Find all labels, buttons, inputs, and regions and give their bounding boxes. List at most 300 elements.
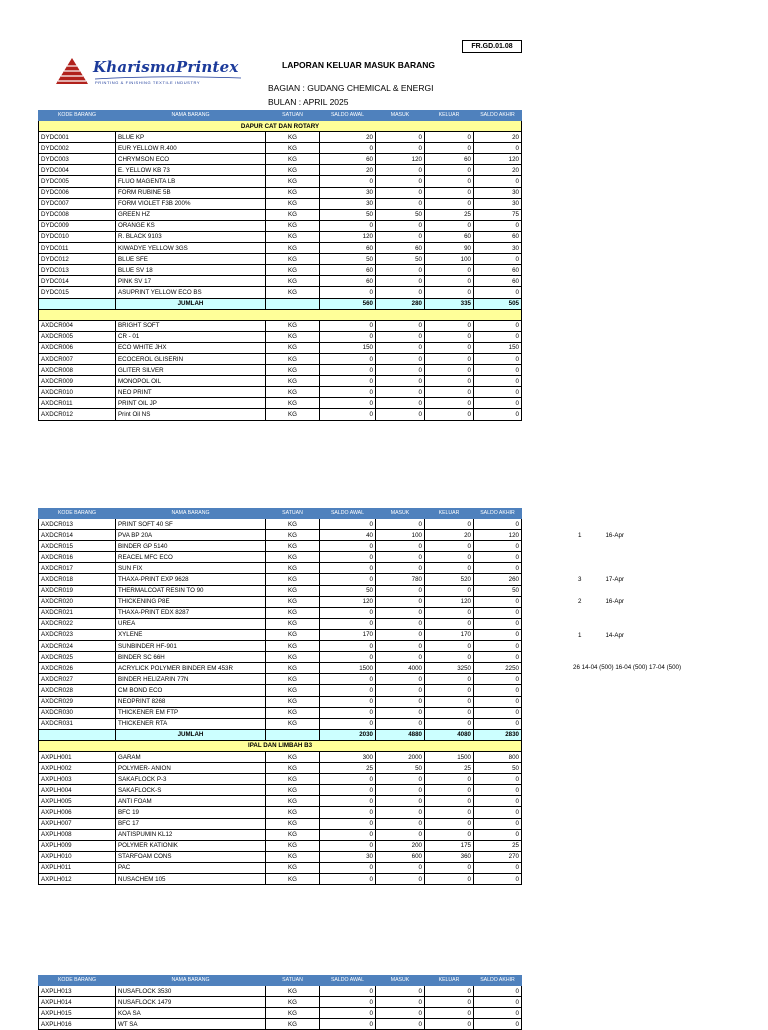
- table-cell: 0: [320, 365, 376, 376]
- table-row: [39, 132, 522, 143]
- table-cell: KG: [266, 696, 320, 707]
- table-cell: AXPLH001: [39, 751, 116, 762]
- table-row: [39, 365, 522, 376]
- table-row: [39, 398, 522, 409]
- table-cell: 0: [474, 774, 522, 785]
- table-cell: ECO WHITE JHX: [116, 342, 266, 353]
- table-cell: AXPLH006: [39, 807, 116, 818]
- table-cell: AXPLH002: [39, 763, 116, 774]
- table-row: [39, 409, 522, 420]
- table-cell: 0: [376, 829, 425, 840]
- table-row: [39, 254, 522, 265]
- table-row: [39, 751, 522, 762]
- table-cell: 60: [425, 154, 474, 165]
- table-cell: 0: [320, 829, 376, 840]
- table-row: [39, 840, 522, 851]
- table-cell: 0: [376, 353, 425, 364]
- table-cell: 3250: [425, 663, 474, 674]
- table-cell: 0: [376, 387, 425, 398]
- table-cell: KG: [266, 387, 320, 398]
- table-cell: 0: [376, 629, 425, 640]
- table-cell: 0: [376, 187, 425, 198]
- table-cell: AXDCR029: [39, 696, 116, 707]
- table-cell: PRINT OIL JP: [116, 398, 266, 409]
- column-header: NAMA BARANG: [116, 111, 266, 121]
- table-cell: THICKENER EM FTP: [116, 707, 266, 718]
- table-cell: 0: [425, 685, 474, 696]
- table-cell: AXDCR017: [39, 563, 116, 574]
- table-cell: 25: [474, 840, 522, 851]
- column-header: KODE BARANG: [39, 509, 116, 519]
- column-header: SALDO AKHIR: [474, 111, 522, 121]
- table-cell: 50: [474, 763, 522, 774]
- table-cell: 0: [376, 862, 425, 873]
- table-cell: 0: [376, 796, 425, 807]
- column-header: SALDO AWAL: [320, 509, 376, 519]
- table-cell: 2000: [376, 751, 425, 762]
- table-cell: 0: [320, 618, 376, 629]
- table-cell: BINDER SC 66H: [116, 652, 266, 663]
- table-cell: 60: [320, 243, 376, 254]
- table-cell: NEO PRINT: [116, 387, 266, 398]
- table-cell: 0: [320, 607, 376, 618]
- table-cell: DYDC011: [39, 243, 116, 254]
- column-header: SATUAN: [266, 111, 320, 121]
- section-header-row: [39, 121, 522, 132]
- total-value: 4880: [376, 729, 425, 740]
- table-cell: AXPLH008: [39, 829, 116, 840]
- table-cell: 0: [320, 398, 376, 409]
- table-cell: 0: [474, 331, 522, 342]
- table-cell: 0: [376, 176, 425, 187]
- table-cell: 0: [474, 986, 522, 997]
- table-cell: AXDCR018: [39, 574, 116, 585]
- table-cell: 0: [320, 840, 376, 851]
- total-value: 505: [474, 298, 522, 309]
- table-cell: 0: [376, 618, 425, 629]
- table-cell: 2250: [474, 663, 522, 674]
- table-cell: 0: [425, 387, 474, 398]
- table-cell: SAKAFLOCK-S: [116, 785, 266, 796]
- table-row: [39, 796, 522, 807]
- table-cell: 20: [474, 132, 522, 143]
- section-title: IPAL DAN LIMBAH B3: [39, 740, 522, 751]
- logo-tagline: PRINTING & FINISHING TEXTILE INDUSTRY: [95, 80, 201, 85]
- table-cell: AXDCR008: [39, 365, 116, 376]
- table-cell: KG: [266, 997, 320, 1008]
- table-cell: CHRYMSON ECO: [116, 154, 266, 165]
- logo-wordmark: KharismaPrintex: [93, 58, 239, 76]
- table-row: [39, 243, 522, 254]
- table-cell: AXDCR026: [39, 663, 116, 674]
- table-cell: 600: [376, 851, 425, 862]
- table-cell: 0: [425, 541, 474, 552]
- table-cell: 0: [474, 1008, 522, 1019]
- table-cell: 50: [376, 763, 425, 774]
- table-cell: KG: [266, 851, 320, 862]
- table-cell: POLYMER- ANION: [116, 763, 266, 774]
- table-cell: KG: [266, 618, 320, 629]
- table-row: [39, 209, 522, 220]
- table-cell: 0: [320, 387, 376, 398]
- table-cell: 0: [320, 376, 376, 387]
- table-cell: 60: [474, 265, 522, 276]
- table-cell: 150: [474, 342, 522, 353]
- table-cell: THAXA-PRINT EDX 8287: [116, 607, 266, 618]
- table-cell: 50: [376, 209, 425, 220]
- table-cell: 0: [425, 176, 474, 187]
- section-header-row: [39, 309, 522, 320]
- table-cell: 20: [425, 530, 474, 541]
- table-cell: 4000: [376, 663, 425, 674]
- table-cell: AXPLH007: [39, 818, 116, 829]
- table-cell: 25: [320, 763, 376, 774]
- total-label: JUMLAH: [116, 298, 266, 309]
- table-cell: 360: [425, 851, 474, 862]
- table-cell: 0: [474, 552, 522, 563]
- table-cell: BFC 17: [116, 818, 266, 829]
- table-cell: 520: [425, 574, 474, 585]
- table-row: [39, 530, 522, 541]
- table-row: [39, 862, 522, 873]
- pyramid-logo-icon: [55, 56, 89, 86]
- table-cell: 0: [320, 574, 376, 585]
- table-cell: AXDCR011: [39, 398, 116, 409]
- table-cell: AXPLH013: [39, 986, 116, 997]
- table-cell: AXDCR006: [39, 342, 116, 353]
- table-cell: 0: [425, 1019, 474, 1030]
- table-cell: KG: [266, 209, 320, 220]
- table-cell: CM BOND ECO: [116, 685, 266, 696]
- table-cell: 0: [376, 585, 425, 596]
- table-cell: THERMALCOAT RESIN TO 90: [116, 585, 266, 596]
- table-cell: 120: [425, 596, 474, 607]
- side-note: 1 14-Apr: [578, 632, 625, 639]
- table-cell: AXPLH014: [39, 997, 116, 1008]
- table-cell: 0: [376, 641, 425, 652]
- column-header: SATUAN: [266, 976, 320, 986]
- table-cell: KG: [266, 1019, 320, 1030]
- table-cell: KG: [266, 398, 320, 409]
- department-line: BAGIAN : GUDANG CHEMICAL & ENERGI: [268, 83, 434, 93]
- table-header-row: [39, 509, 522, 519]
- table-cell: KG: [266, 829, 320, 840]
- table-cell: DYDC004: [39, 165, 116, 176]
- table-cell: ANTI FOAM: [116, 796, 266, 807]
- table-cell: BFC 19: [116, 807, 266, 818]
- table-cell: 0: [425, 342, 474, 353]
- table-cell: 0: [474, 807, 522, 818]
- table-cell: 0: [320, 774, 376, 785]
- total-value: 2030: [320, 729, 376, 740]
- table-cell: 0: [425, 785, 474, 796]
- table-row: [39, 685, 522, 696]
- table-cell: 0: [376, 696, 425, 707]
- table-cell: 0: [376, 1008, 425, 1019]
- table-row: [39, 641, 522, 652]
- table-cell: 170: [425, 629, 474, 640]
- table-cell: 0: [474, 607, 522, 618]
- table-row: [39, 376, 522, 387]
- table-cell: PRINT SOFT 40 SF: [116, 519, 266, 530]
- table-row: [39, 165, 522, 176]
- table-cell: SAKAFLOCK P-3: [116, 774, 266, 785]
- table-cell: 0: [320, 807, 376, 818]
- table-cell: 0: [320, 220, 376, 231]
- table-row: [39, 663, 522, 674]
- table-cell: 0: [425, 774, 474, 785]
- table-cell: 0: [320, 785, 376, 796]
- table-row: [39, 1008, 522, 1019]
- table-cell: 0: [376, 265, 425, 276]
- table-cell: 0: [474, 596, 522, 607]
- table-cell: KG: [266, 763, 320, 774]
- table-cell: 0: [474, 541, 522, 552]
- table-cell: 0: [425, 132, 474, 143]
- table-cell: KG: [266, 187, 320, 198]
- table-cell: 0: [376, 874, 425, 885]
- table-cell: 0: [376, 409, 425, 420]
- table-row: [39, 763, 522, 774]
- table-cell: AXDCR007: [39, 353, 116, 364]
- table-cell: 0: [425, 618, 474, 629]
- table-cell: 0: [320, 818, 376, 829]
- table-cell: AXDCR021: [39, 607, 116, 618]
- table-cell: 0: [425, 997, 474, 1008]
- table-cell: 0: [320, 674, 376, 685]
- table-cell: FORM RUBINE 5B: [116, 187, 266, 198]
- table-cell: KG: [266, 287, 320, 298]
- table-cell: KG: [266, 685, 320, 696]
- column-header: SALDO AKHIR: [474, 509, 522, 519]
- table-cell: 0: [474, 365, 522, 376]
- table-cell: 50: [320, 209, 376, 220]
- table-cell: 0: [425, 807, 474, 818]
- table-cell: KG: [266, 165, 320, 176]
- table-row: [39, 176, 522, 187]
- total-row: [39, 729, 522, 740]
- table-cell: 0: [376, 807, 425, 818]
- table-cell: 0: [376, 674, 425, 685]
- table-cell: NUSACHEM 105: [116, 874, 266, 885]
- table-cell: 0: [376, 519, 425, 530]
- table-cell: 0: [376, 707, 425, 718]
- table-cell: THICKENING P8E: [116, 596, 266, 607]
- table-cell: AXDCR024: [39, 641, 116, 652]
- table-cell: KG: [266, 276, 320, 287]
- table-cell: DYDC008: [39, 209, 116, 220]
- table-cell: DYDC010: [39, 231, 116, 242]
- table-cell: 0: [425, 165, 474, 176]
- table-cell: DYDC006: [39, 187, 116, 198]
- table-cell: KG: [266, 231, 320, 242]
- table-cell: AXDCR014: [39, 530, 116, 541]
- table-cell: ECOCEROL GLISERIN: [116, 353, 266, 364]
- table-cell: AXDCR019: [39, 585, 116, 596]
- table-cell: SUNBINDER HF-901: [116, 641, 266, 652]
- table-cell: KG: [266, 629, 320, 640]
- table-cell: 0: [376, 220, 425, 231]
- table-cell: KG: [266, 198, 320, 209]
- table-cell: DYDC005: [39, 176, 116, 187]
- table-cell: KG: [266, 807, 320, 818]
- table-cell: 120: [320, 231, 376, 242]
- table-cell: XYLENE: [116, 629, 266, 640]
- table-cell: POLYMER KATIONIK: [116, 840, 266, 851]
- table-cell: 0: [425, 986, 474, 997]
- table-cell: KG: [266, 596, 320, 607]
- table-cell: 0: [425, 320, 474, 331]
- table-row: [39, 629, 522, 640]
- table-cell: 1500: [425, 751, 474, 762]
- month-line: BULAN : APRIL 2025: [268, 97, 349, 107]
- table-cell: AXDCR027: [39, 674, 116, 685]
- table-cell: KG: [266, 718, 320, 729]
- table-row: [39, 596, 522, 607]
- table-cell: 0: [376, 398, 425, 409]
- table-cell: ORANGE KS: [116, 220, 266, 231]
- table-row: [39, 387, 522, 398]
- total-blank-cell: [39, 729, 116, 740]
- table-cell: FORM VIOLET F3B 200%: [116, 198, 266, 209]
- table-cell: 0: [320, 1019, 376, 1030]
- total-blank-cell: [266, 298, 320, 309]
- table-cell: BINDER GP 5140: [116, 541, 266, 552]
- table-cell: KG: [266, 818, 320, 829]
- table-cell: GARAM: [116, 751, 266, 762]
- table-cell: 0: [425, 265, 474, 276]
- table-cell: AXDCR016: [39, 552, 116, 563]
- table-row: [39, 785, 522, 796]
- table-cell: 0: [376, 552, 425, 563]
- table-cell: 0: [474, 176, 522, 187]
- table-cell: AXPLH016: [39, 1019, 116, 1030]
- table-cell: KG: [266, 353, 320, 364]
- table-cell: Print Oil NS: [116, 409, 266, 420]
- table-cell: KG: [266, 132, 320, 143]
- table-cell: 120: [474, 154, 522, 165]
- table-cell: AXDCR004: [39, 320, 116, 331]
- table-cell: KG: [266, 785, 320, 796]
- report-title: LAPORAN KELUAR MASUK BARANG: [282, 60, 435, 70]
- table-row: [39, 276, 522, 287]
- table-cell: 60: [320, 276, 376, 287]
- table-cell: 0: [376, 276, 425, 287]
- table-cell: 50: [376, 254, 425, 265]
- table-cell: 0: [425, 276, 474, 287]
- table-row: [39, 997, 522, 1008]
- table-cell: 0: [425, 585, 474, 596]
- column-header: SATUAN: [266, 509, 320, 519]
- column-header: KODE BARANG: [39, 111, 116, 121]
- column-header: KODE BARANG: [39, 976, 116, 986]
- table-cell: AXPLH010: [39, 851, 116, 862]
- table-cell: 0: [320, 685, 376, 696]
- table-cell: KG: [266, 265, 320, 276]
- table-row: [39, 718, 522, 729]
- table-cell: 0: [376, 785, 425, 796]
- table-cell: 0: [320, 874, 376, 885]
- table-cell: KG: [266, 176, 320, 187]
- table-cell: AXDCR015: [39, 541, 116, 552]
- table-cell: 0: [425, 674, 474, 685]
- table-row: [39, 287, 522, 298]
- table-cell: 0: [320, 143, 376, 154]
- table-cell: BLUE SFE: [116, 254, 266, 265]
- table-cell: 0: [320, 641, 376, 652]
- table-row: [39, 618, 522, 629]
- table-cell: 0: [425, 607, 474, 618]
- table-cell: KG: [266, 796, 320, 807]
- table-cell: 0: [425, 652, 474, 663]
- table-row: [39, 220, 522, 231]
- table-cell: 0: [425, 707, 474, 718]
- table-cell: AXDCR012: [39, 409, 116, 420]
- table-cell: 0: [320, 552, 376, 563]
- table-cell: 0: [376, 198, 425, 209]
- table-cell: 0: [425, 829, 474, 840]
- table-cell: DYDC012: [39, 254, 116, 265]
- table-cell: KG: [266, 574, 320, 585]
- table-cell: 0: [320, 409, 376, 420]
- table-cell: E. YELLOW KB 73: [116, 165, 266, 176]
- table-cell: 0: [474, 818, 522, 829]
- table-cell: 0: [474, 143, 522, 154]
- table-cell: 0: [474, 376, 522, 387]
- table-cell: 0: [474, 353, 522, 364]
- table-cell: 0: [376, 596, 425, 607]
- table-cell: PVA BP 20A: [116, 530, 266, 541]
- table-cell: 0: [376, 541, 425, 552]
- table-cell: PINK SV 17: [116, 276, 266, 287]
- table-cell: AXPLH011: [39, 862, 116, 873]
- table-cell: KG: [266, 541, 320, 552]
- table-cell: 0: [320, 353, 376, 364]
- table-row: [39, 143, 522, 154]
- table-cell: 0: [425, 198, 474, 209]
- table-row: [39, 707, 522, 718]
- table-cell: 0: [320, 718, 376, 729]
- company-logo: [55, 56, 239, 88]
- table-cell: 200: [376, 840, 425, 851]
- table-cell: 0: [425, 376, 474, 387]
- table-cell: KG: [266, 530, 320, 541]
- total-blank-cell: [39, 298, 116, 309]
- column-header: KELUAR: [425, 509, 474, 519]
- table-cell: 0: [474, 862, 522, 873]
- table-cell: 0: [474, 707, 522, 718]
- table-cell: KG: [266, 674, 320, 685]
- table-cell: AXPLH012: [39, 874, 116, 885]
- table-cell: 40: [320, 530, 376, 541]
- table-row: [39, 574, 522, 585]
- column-header: SALDO AWAL: [320, 111, 376, 121]
- table-cell: KG: [266, 707, 320, 718]
- side-note: 3 17-Apr: [578, 576, 625, 583]
- table-cell: 0: [376, 376, 425, 387]
- table-cell: 0: [474, 287, 522, 298]
- table-cell: 0: [474, 629, 522, 640]
- table-cell: 0: [425, 143, 474, 154]
- table-cell: 0: [474, 718, 522, 729]
- table-cell: KG: [266, 641, 320, 652]
- table-cell: 20: [320, 165, 376, 176]
- table-cell: UREA: [116, 618, 266, 629]
- table-row: [39, 231, 522, 242]
- table-cell: 120: [320, 596, 376, 607]
- table-cell: KG: [266, 519, 320, 530]
- table-cell: DYDC009: [39, 220, 116, 231]
